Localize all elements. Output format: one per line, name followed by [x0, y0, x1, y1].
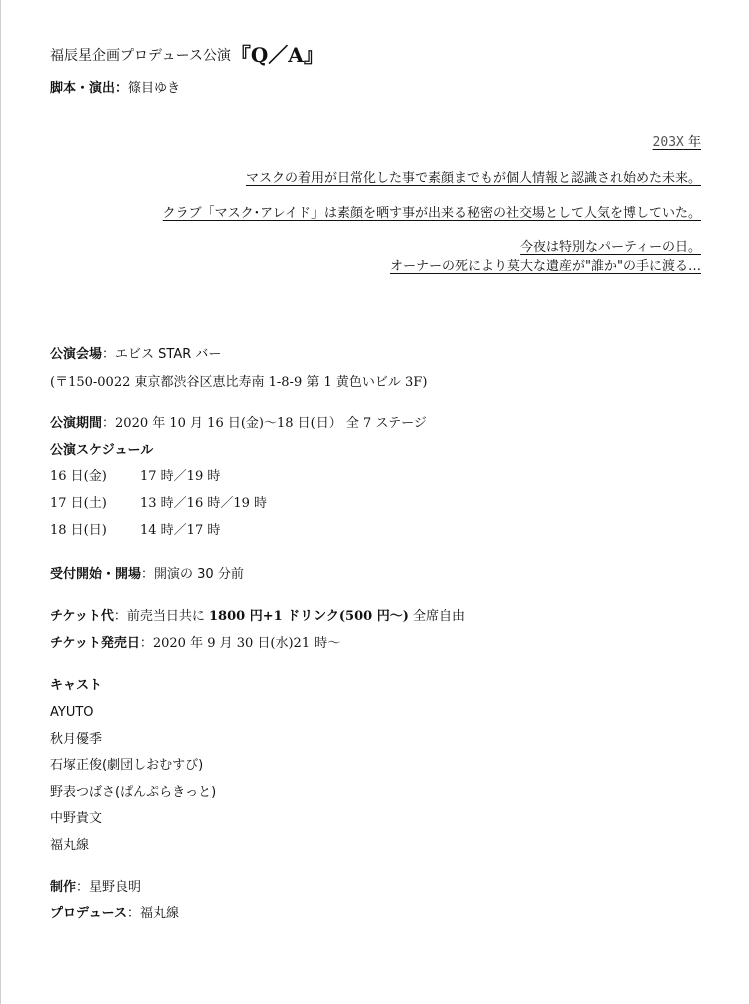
title-qa: 『Q／A』: [230, 43, 324, 67]
schedule-day: 18 日(日): [50, 523, 107, 538]
producer-sep: ：: [126, 906, 140, 921]
writer-name: 篠目ゆき: [128, 81, 181, 96]
cast-member: 福丸線: [50, 838, 90, 853]
period-sep: ：: [102, 416, 116, 431]
cast-member: 野表つばさ(ぱんぷらきっと): [50, 785, 217, 800]
writer-line: [50, 80, 180, 98]
ticket-line: [50, 608, 465, 626]
production-value: 星野良明: [89, 880, 142, 895]
cast-member: 秋月優季: [50, 732, 103, 747]
ticket-sale-line: [50, 635, 340, 653]
ticket-sale-sep: ：: [139, 636, 153, 651]
production-sep: ：: [76, 880, 90, 895]
schedule-times: 17 時／19 時: [140, 469, 221, 484]
venue-label: 公演会場: [50, 347, 103, 362]
ticket-suffix: 全席自由: [408, 609, 466, 624]
production-label: 制作: [50, 880, 77, 895]
schedule-times: 14 時／17 時: [140, 523, 221, 538]
year-value: 203X: [652, 135, 684, 150]
schedule-day: 16 日(金): [50, 469, 107, 484]
venue-sep: ：: [102, 347, 116, 362]
reception-sep: ：: [141, 567, 155, 582]
cast-member: 中野貴文: [50, 811, 103, 826]
schedule-times: 13 時／16 時／19 時: [140, 496, 268, 511]
ticket-sale-label: チケット発売日: [50, 636, 140, 651]
writer-label: 脚本・演出：: [50, 81, 129, 96]
schedule-row: [50, 468, 220, 486]
producer-value: 福丸線: [139, 906, 179, 921]
synopsis-line-2: クラブ「マスク･アレイド」は素顔を晒す事が出来る秘密の社交場として人気を博していた。: [162, 206, 701, 221]
ticket-label: チケット代: [50, 609, 114, 624]
page-title: [50, 43, 324, 67]
cast-member: AYUTO: [50, 705, 94, 720]
venue-address: (〒150-0022 東京都渋谷区恵比寿南 1-8-9 第 1 黄色いビル 3F): [50, 375, 428, 390]
ticket-sep: ：: [113, 609, 127, 624]
venue-line: [50, 346, 221, 364]
cast-member: 石塚正俊(劇団しおむすび): [50, 758, 204, 773]
synopsis-line-3: 今夜は特別なパーティーの日。: [520, 240, 701, 255]
ticket-sale-value: 2020 年 9 月 30 日(水)21 時〜: [152, 636, 341, 651]
schedule-row: [50, 522, 220, 540]
cast-label: キャスト: [50, 678, 103, 693]
schedule-day: 17 日(土): [50, 496, 107, 511]
producer-line: [50, 905, 179, 923]
schedule-row: [50, 495, 267, 513]
ticket-prefix: 前売当日共に: [126, 609, 209, 624]
production-line: [50, 879, 141, 897]
period-line: [50, 415, 427, 433]
schedule-label: 公演スケジュール: [50, 443, 154, 458]
synopsis-year: [653, 134, 701, 152]
venue-name: エビス STAR バー: [115, 347, 222, 362]
synopsis-line-4: オーナーの死により莫大な遺産が"誰か"の手に渡る…: [390, 259, 701, 274]
period-label: 公演期間: [50, 416, 103, 431]
ticket-price: 1800 円+1 ドリンク(500 円〜): [209, 609, 409, 624]
reception-value: 開演の 30 分前: [154, 567, 244, 582]
title-prefix: 福辰星企画プロデュース公演: [50, 48, 231, 64]
reception-line: [50, 566, 244, 584]
year-suffix: 年: [683, 135, 701, 150]
period-value: 2020 年 10 月 16 日(金)〜18 日(日） 全 7 ステージ: [115, 416, 427, 431]
synopsis-line-1: マスクの着用が日常化した事で素顔までもが個人情報と認識され始めた未来。: [245, 171, 701, 186]
producer-label: プロデュース: [50, 906, 127, 921]
reception-label: 受付開始・開場: [50, 567, 142, 582]
